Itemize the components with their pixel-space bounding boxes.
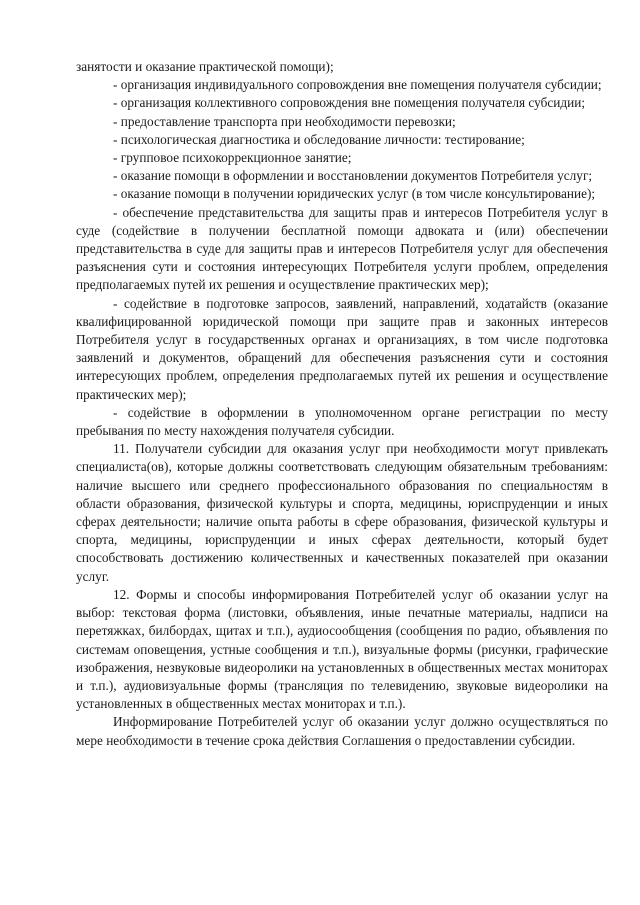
list-item-court-representation: - обеспечение представительства для защиты прав и интересов Потребителя услуг в суде (содействие в получении бесплатной помощи адвоката и (или) обеспечении представительства в суде для защиты прав и интересов Потребителя услуг для обеспечения разъяснения сути и состояния интересующих Потребителя услуги проблем, определения предполагаемых путей их решения и осуществление практических мер); [76,204,608,293]
list-item-group-session: - групповое психокоррекционное занятие; [113,150,352,166]
paragraph-12-informing-forms: 12. Формы и способы информирования Потребителей услуг об оказании услуг на выбор: текстовая форма (листовки, объявления, иные печатные материалы, надписи на перетяжках, билбордах, щитах и т.п.), аудиосообщения (сообщения по радио, объявления по системам оповещения, устные сообщения и т.п.), визуальные формы (рисунки, графические изображения, незвуковые видеоролики на установленных в общественных местах мониторах и т.п.), аудиовизуальные формы (трансляция по телевидению, звуковые видеоролики на установленных в общественных местах мониторах и т.п.). [76,586,608,712]
list-item-collective-escort: - организация коллективного сопровождения вне помещения получателя субсидии; [113,95,586,111]
paragraph-continuation: занятости и оказание практической помощи); [76,59,334,74]
list-item-registration: - содействие в оформлении в уполномоченном органе регистрации по месту пребывания по месту нахождения получателя субсидии. [76,404,608,439]
list-item-individual-escort: - организация индивидуального сопровождения вне помещения получателя субсидии; [113,77,602,93]
list-item-requests-assistance: - содействие в подготовке запросов, заявлений, направлений, ходатайств (оказание квалифицированной юридической помощи при защите прав и законных интересов Потребителя услуг в государственных органах и организациях, в том числе подготовка заявлений и документов, обращений для обеспечения разъяснения сути и состояния интересующих проблем, определения предполагаемых путей их решения и осуществление практических мер); [76,295,608,402]
list-item-transport: - предоставление транспорта при необходимости перевозки; [113,113,456,129]
document-body [76,58,608,750]
list-item-documents-help: - оказание помощи в оформлении и восстановлении документов Потребителя услуг; [113,168,593,184]
list-item-legal-services: - оказание помощи в получении юридических услуг (в том числе консультирование); [113,186,596,202]
paragraph-11-specialists: 11. Получатели субсидии для оказания услуг при необходимости могут привлекать специалиста(ов), которые должны соответствовать следующим обязательным требованиям: наличие высшего или среднего профессионального образования по специальностям в области образования, физической культуры и спорта, медицины, юриспруденции и иных сферах деятельности; наличие опыта работы в сфере образования, физической культуры и спорта, медицины, юриспруденции и иных сферах деятельности, который будет способствовать достижению количественных и качественных показателей при оказании услуг. [76,441,608,584]
paragraph-informing-period: Информирование Потребителей услуг об оказании услуг должно осуществляться по мере необходимости в течение срока действия Соглашения о предоставлении субсидии. [76,714,608,748]
list-item-psych-diagnostics: - психологическая диагностика и обследование личности: тестирование; [113,131,525,147]
